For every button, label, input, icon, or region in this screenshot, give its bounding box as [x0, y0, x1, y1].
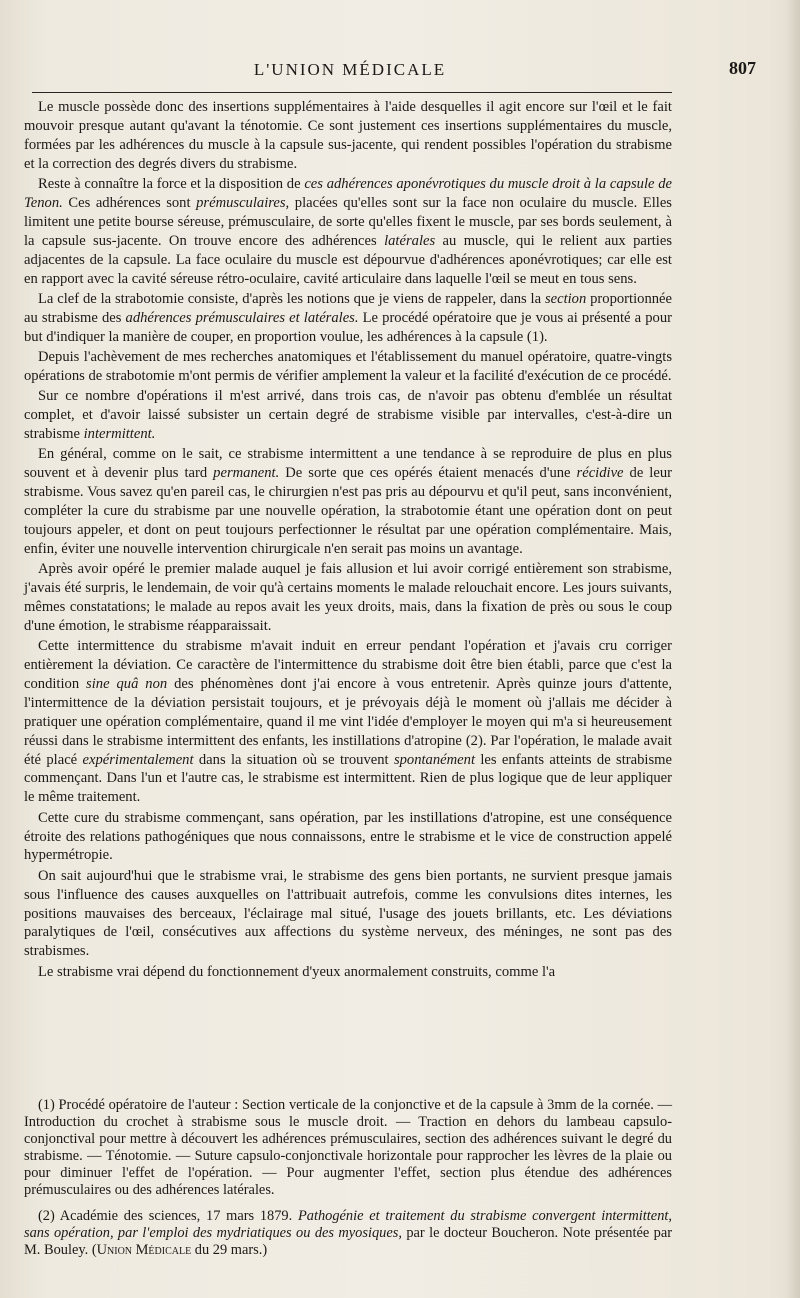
italic-run: expérimentalement [82, 751, 194, 768]
footnote-1: (1) Procédé opératoire de l'auteur : Section verticale de la conjonctive et de la capsule à 3mm de la cornée. — Introduction du crochet à strabisme sous le muscle droit. — Traction en dehors du lambeau capsulo-conjonctival pour mettre à découvert les adhérences prémusculaires, section des adhérences suivant le degré du strabisme. — Ténotomie. — Suture capsulo-conjonctivale horizontale pour rapprocher les lèvres de la plaie ou pour diminuer l'effet de l'opération. — Pour augmenter l'effet, section plus étendue des adhérences prémusculaires ou des adhérences latérales. [24, 1097, 672, 1198]
text-run: les enfants atteints de strabisme commençant. Dans l'un et l'autre cas, le strabisme est intermittent. Rien de plus logique que de leur appliquer le même traitement. [24, 751, 672, 806]
paragraph: Après avoir opéré le premier malade auquel je fais allusion et lui avoir corrigé entièrement son strabisme, j'avais été surpris, le lendemain, de voir qu'à certains moments le malade relouchait encore. Les jours suivants, mêmes constatations; le malade au repos avait les yeux droits, mais, dans la fixation de près ou sous le coup d'une émotion, le strabisme réapparaissait. [24, 561, 672, 634]
page-number: 807 [729, 58, 756, 78]
text-run: placées qu'elles sont sur la face non oculaire du muscle. Elles limitent une petite bourse séreuse, prémusculaire, de sorte qu'elles fixent le muscle, par ses bords seulement, à la capsule sus-jacente. On trouve encore des adhérences [24, 194, 672, 249]
italic-run: latérales [384, 232, 436, 249]
text-run: (2) Académie des sciences, 17 mars 1879. [38, 1208, 298, 1225]
text-run: Ces adhérences sont [62, 194, 197, 211]
text-run: En général, comme on le sait, ce strabisme intermittent a une tendance à se reproduire de plus en plus souvent et à devenir plus tard [24, 446, 672, 482]
text-run: Reste à connaître la force et la disposition de [38, 176, 305, 193]
text-run: Le procédé opératoire que je vous ai présenté a pour but d'indiquer la manière de couper, en proportion voulue, les adhérences à la capsule (1). [24, 309, 673, 345]
running-title: L'UNION MÉDICALE [253, 60, 447, 79]
italic-run: ces adhérences aponévrotiques du muscle droit à la capsule de Tenon. [24, 176, 672, 211]
text-run: des phénomènes dont j'ai encore à vous entretenir. Après quinze jours d'attente, l'intermittence de la déviation persistait toujours, et je prévoyais déjà le moment où j'allais me décider à pratiquer une opération complémentaire, quand il me vint l'idée d'employer le moyen qui m'a si heureusement réussi dans le strabisme intermittent des enfants, les instillations d'atropine (2). Par l'opération, le malade avait été placé [24, 675, 672, 768]
paragraph [24, 175, 672, 288]
text-run: au muscle, qui le relient aux parties adjacentes de la capsule. La face oculaire du muscle est dépourvue d'adhérences aponévrotiques; car elle est en rapport avec la cavité séreuse rétro-oculaire, cavité articulaire dans laquelle l'œil se meut en tous sens. [24, 232, 672, 287]
small-caps-run: Union Médicale [96, 1242, 192, 1259]
page-header [20, 56, 756, 90]
page-edge-shadow [786, 0, 800, 1298]
footnote-2 [24, 1208, 672, 1259]
italic-run: sine quâ non [86, 675, 168, 692]
text-run: dans la situation où se trouvent [193, 751, 394, 768]
italic-run: adhérences prémusculaires et latérales. [125, 309, 359, 326]
text-run: Cette intermittence du strabisme m'avait induit en erreur pendant l'opération et j'avais cru corriger entièrement la déviation. Ce caractère de l'intermittence du strabisme doit être bien établi, parce que c'est la condition [24, 638, 672, 692]
header-rule [32, 92, 672, 93]
text-run: La clef de la strabotomie consiste, d'après les notions que je viens de rappeler, dans la [38, 290, 545, 307]
paragraph [24, 445, 672, 558]
text-run: du 29 mars.) [191, 1242, 268, 1259]
text-run: de leur strabisme. Vous savez qu'en pareil cas, le chirurgien n'est pas pris au dépourvu et qu'il peut, sans inconvénient, compléter la cure du strabisme par une nouvelle opération, la strabotomie étant une opération dont on peut toujours appeler, et dont on peut toujours perfectionner le résultat par une opération complémentaire. Mais, enfin, éviter une nouvelle intervention chirurgicale n'en serait pas moins un avantage. [24, 465, 672, 557]
paragraph: Le muscle possède donc des insertions supplémentaires à l'aide desquelles il agit encore sur l'œil et le fait mouvoir presque autant qu'avant la ténotomie. Ce sont justement ces insertions supplémentaires du muscle, formées par les adhérences du muscle à la capsule sus-jacente, qui rendent possibles l'opération du strabisme et la correction des degrés divers du strabisme. [24, 99, 672, 172]
italic-run: section [544, 290, 587, 307]
text-run: par le docteur Boucheron. Note présentée par M. Bouley. ( [24, 1225, 672, 1259]
paragraph [24, 637, 672, 807]
italic-run: permanent. [213, 465, 280, 482]
italic-run: récidive [576, 465, 624, 482]
paragraph [24, 387, 672, 444]
paragraph: Cette cure du strabisme commençant, sans opération, par les instillations d'atropine, est une conséquence étroite des relations pathogéniques que nous connaissons, entre le strabisme et le vice de construction appelé hypermétropie. [24, 809, 672, 864]
paragraph: On sait aujourd'hui que le strabisme vrai, le strabisme des gens bien portants, ne survient presque jamais sous l'influence des causes auxquelles on l'attribuait autrefois, comme les convulsions dites internes, les positions mauvaises des berceaux, l'éclairage mal situé, l'usage des jouets brillants, etc. Les déviations paralytiques de l'œil, consécutives aux affections du système nerveux, des méninges, ne sont pas des strabismes. [24, 867, 672, 960]
paragraph: Le strabisme vrai dépend du fonctionnement d'yeux anormalement construits, comme l'a [38, 963, 556, 980]
text-run: Sur ce nombre d'opérations il m'est arrivé, dans trois cas, de n'avoir pas obtenu d'emblée un résultat complet, et d'avoir laissé subsister un certain degré de strabisme visible par intervalles, c'est-à-dire un strabisme [24, 388, 672, 442]
italic-run: intermittent. [83, 425, 156, 442]
paragraph: Depuis l'achèvement de mes recherches anatomiques et l'établissement du manuel opératoire, quatre-vingts opérations de strabotomie m'ont permis de vérifier amplement la valeur et la facilité d'exécution de ce procédé. [24, 348, 672, 384]
paragraph [24, 290, 672, 347]
text-run: proportionnée au strabisme des [24, 290, 672, 326]
text-run: De sorte que ces opérés étaient menacés d'une [279, 465, 577, 482]
italic-run: prémusculaires, [196, 194, 290, 211]
article-body [24, 98, 672, 982]
italic-run: Pathogénie et traitement du strabisme convergent intermittent, sans opération, par l'emploi des mydriatiques ou des myosiques, [24, 1208, 672, 1242]
footnotes [24, 1097, 672, 1259]
italic-run: spontanément [393, 751, 476, 768]
